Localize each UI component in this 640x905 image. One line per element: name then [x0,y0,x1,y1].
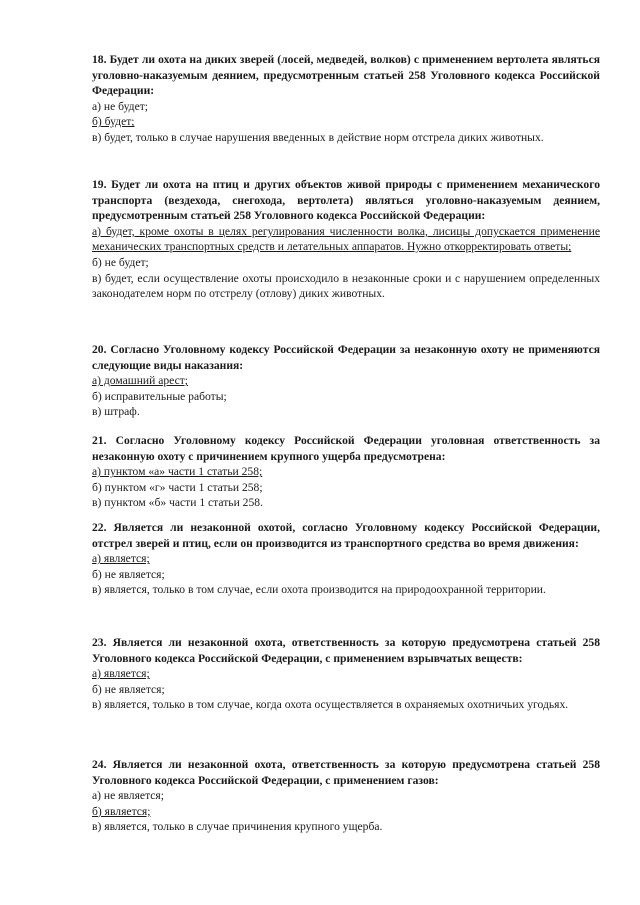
question-21 [92,433,600,511]
answer-option-b: б) не является; [92,682,165,696]
question-22 [92,520,600,598]
answer-option-c: в) является, только в том случае, если охота производится на природоохранной территории. [92,583,546,597]
answer-option-b-marked: б) будет; [92,115,135,129]
answer-option-c: в) является, только в случае причинения крупного ущерба. [92,820,383,834]
question-24 [92,757,600,835]
question-title: 20. Согласно Уголовному кодексу Российской Федерации за незаконную охоту не применяются следующие виды наказания: [92,343,600,372]
answer-option-a: а) не будет; [92,99,149,113]
question-18 [92,52,600,146]
answer-option-a-marked: а) пунктом «а» части 1 статьи 258; [92,465,263,479]
question-20 [92,342,600,420]
question-title: 23. Является ли незаконной охота, ответственность за которую предусмотрена статьей 258 Уголовного кодекса Российской Федерации, с применением взрывчатых веществ: [92,636,600,665]
answer-option-b: б) пунктом «г» части 1 статьи 258; [92,480,263,494]
question-title: 21. Согласно Уголовному кодексу Российской Федерации уголовная ответственность за незаконную охоту с причинением крупного ущерба предусмотрена: [92,434,600,463]
question-19 [92,177,600,302]
answer-option-a-marked: а) домашний арест; [92,374,189,388]
answer-option-b: б) не является; [92,567,165,581]
answer-option-c: в) штраф. [92,405,140,419]
answer-option-c: в) будет, только в случае нарушения введенных в действие норм отстрела диких животных. [92,130,544,144]
question-title: 18. Будет ли охота на диких зверей (лосей, медведей, волков) с применением вертолета являться уголовно-наказуемым деянием, предусмотренным статьей 258 Уголовного кодекса Российской Федерации: [92,53,600,98]
question-title: 22. Является ли незаконной охотой, согласно Уголовному кодексу Российской Федерации, отстрел зверей и птиц, если он производится из транспортного средства во время движения: [92,521,600,550]
answer-option-c: в) является, только в том случае, когда охота осуществляется в охраняемых охотничьих угодьях. [92,698,569,712]
answer-option-b: б) не будет; [92,255,149,269]
answer-option-a-marked: а) будет, кроме охоты в целях регулирования численности волка, лисицы допускается применение механических транспортных средств и летательных аппаратов. Нужно откорректировать ответы; [92,224,600,254]
answer-option-c: в) пунктом «б» части 1 статьи 258. [92,496,263,510]
question-title: 24. Является ли незаконной охота, ответственность за которую предусмотрена статьей 258 Уголовного кодекса Российской Федерации, с применением газов: [92,758,600,787]
answer-option-a-marked: а) является; [92,667,150,681]
answer-option-c: в) будет, если осуществление охоты происходило в незаконные сроки и с нарушением определенных законодателем норм по отстрелу (отлову) диких животных. [92,271,600,301]
answer-option-b: б) исправительные работы; [92,389,227,403]
answer-option-a-marked: а) является; [92,552,150,566]
answer-option-a: а) не является; [92,789,164,803]
question-title: 19. Будет ли охота на птиц и других объектов живой природы с применением механического транспорта (вездехода, снегохода, вертолета) являться уголовно-наказуемым деянием, предусмотренным статьей 258 Уголовного кодекса Российской Федерации: [92,178,600,223]
question-23 [92,635,600,713]
answer-option-b-marked: б) является; [92,804,151,818]
